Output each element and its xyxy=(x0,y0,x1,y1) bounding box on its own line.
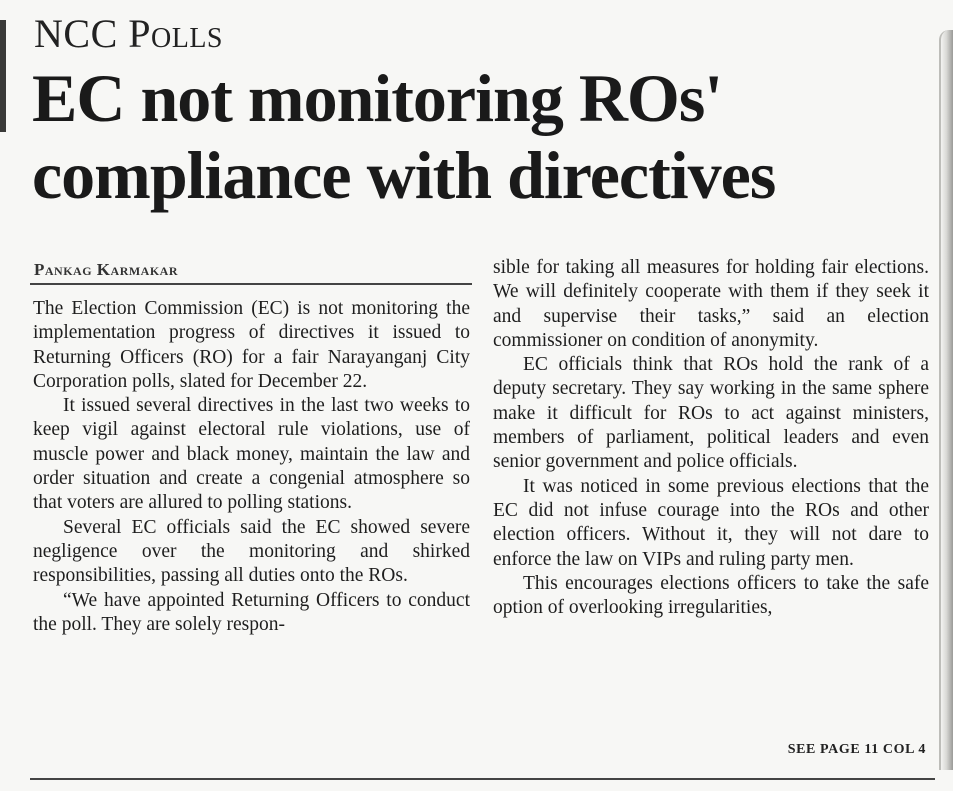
section-kicker: NCC Polls xyxy=(34,11,223,56)
article-column-1 xyxy=(33,297,470,637)
article-column-2 xyxy=(493,256,929,620)
paragraph: It was noticed in some previous elections that the EC did not infuse courage into the ROs and other election officers. Without it, they will not dare to enforce the law on VIPs and ruling party men. xyxy=(493,475,929,570)
paragraph: sible for taking all measures for holding fair elections. We will definitely cooperate with them if they seek it and supervise their tasks,” said an election commissioner on condition of anonymity. xyxy=(493,257,929,351)
paragraph: This encourages elections officers to take the safe option of overlooking irregularities, xyxy=(493,572,929,619)
bottom-rule xyxy=(30,778,935,780)
page-fold-edge xyxy=(939,30,953,770)
paragraph: EC officials think that ROs hold the rank of a deputy secretary. They say working in the same sphere make it difficult for ROs to act against ministers, members of parliament, political leaders and even senior government and police officials. xyxy=(493,354,929,473)
byline-rule xyxy=(30,283,472,285)
paragraph: Several EC officials said the EC showed severe negligence over the monitoring and shirked responsibilities, passing all duties onto the ROs. xyxy=(33,516,470,587)
paragraph: It issued several directives in the last two weeks to keep vigil against electoral rule violations, use of muscle power and black money, maintain the law and order situation and create a congenial atmosphere so that voters are allured to polling stations. xyxy=(33,395,470,514)
headline: EC not monitoring ROs' compliance with directives xyxy=(32,60,776,213)
paragraph: The Election Commission (EC) is not monitoring the implementation progress of directives it issued to Returning Officers (RO) for a fair Narayanganj City Corporation polls, slated for December 22. xyxy=(33,298,470,392)
paragraph: “We have appointed Returning Officers to conduct the poll. They are solely respon- xyxy=(33,589,470,635)
left-edge-bar xyxy=(0,20,6,132)
byline: Pankag Karmakar xyxy=(34,260,179,279)
continued-jump-line: SEE PAGE 11 COL 4 xyxy=(787,742,926,757)
